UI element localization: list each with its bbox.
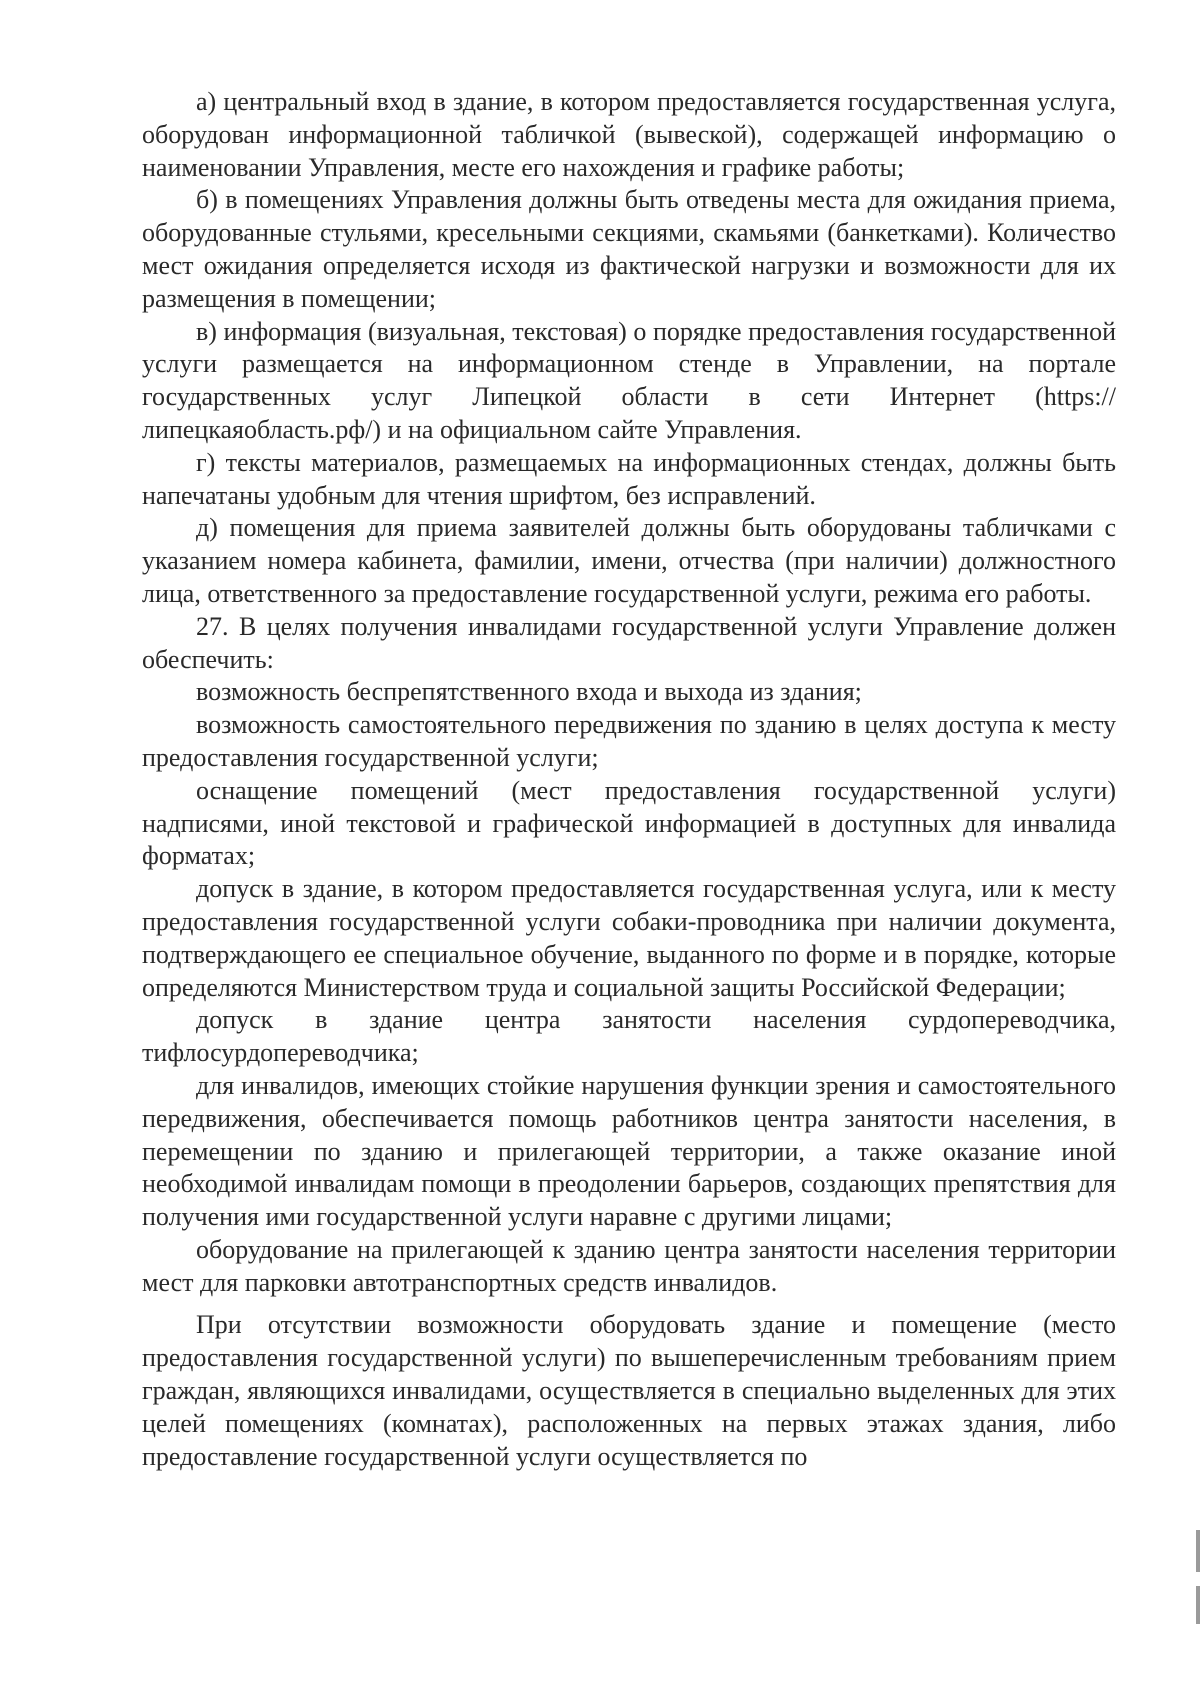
list-item-interpreter: допуск в здание центра занятости населения сурдопереводчика, тифлосурдопереводчика; [142,1005,1116,1068]
list-item-movement: возможность самостоятельного передвижения по зданию в целях доступа к месту предоставления государственной услуги; [142,710,1116,772]
list-item-guide-dog: допуск в здание, в котором предоставляется государственная услуга, или к месту предоставления государственной услуги собаки-проводника при наличии документа, подтверждающего ее специальное обучение, выданного по форме и в порядке, которые определяются Министерством труда и социальной защиты Российской Федерации; [142,874,1116,1002]
paragraph-b: б) в помещениях Управления должны быть отведены места для ожидания приема, оборудованные стульями, кресельными секциями, скамьями (банкетками). Количество мест ожидания определяется исходя из фактической нагрузки и возможности для их размещения в помещении; [142,185,1116,313]
list-item-parking: оборудование на прилегающей к зданию центра занятости населения территории мест для парковки автотранспортных средств инвалидов. [142,1234,1116,1297]
paragraph-g: г) тексты материалов, размещаемых на информационных стендах, должны быть напечатаны удобным для чтения шрифтом, без исправлений. [142,447,1116,510]
paragraph-27: 27. В целях получения инвалидами государственной услуги Управление должен обеспечить: [142,611,1116,674]
list-item-signage: оснащение помещений (мест предоставления государственной услуги) надписями, иной текстовой и графической информацией в доступных для инвалида форматах; [142,775,1116,871]
document-body [142,86,1116,1473]
scan-edge-mark [1196,1530,1200,1572]
paragraph-v: в) информация (визуальная, текстовая) о порядке предоставления государственной услуги размещается на информационном стенде в Управлении, на портале государственных услуг Липецкой области в сети Интернет (https://липецкаяобласть.рф/) и на официальном сайте Управления. [142,316,1116,444]
paragraph-alternative: При отсутствии возможности оборудовать здание и помещение (место предоставления государственной услуги) по вышеперечисленным требованиям прием граждан, являющихся инвалидами, осуществляется в специально выделенных для этих целей помещениях (комнатах), расположенных на первых этажах здания, либо предоставление государственной услуги осуществляется по [142,1310,1116,1471]
list-item-assistance: для инвалидов, имеющих стойкие нарушения функции зрения и самостоятельного передвижения, обеспечивается помощь работников центра занятости населения, в перемещении по зданию и прилегающей территории, а также оказание иной необходимой инвалидам помощи в преодолении барьеров, создающих препятствия для получения ими государственной услуги наравне с другими лицами; [142,1070,1116,1232]
list-item-entry-exit: возможность беспрепятственного входа и выхода из здания; [196,677,862,707]
paragraph-d: д) помещения для приема заявителей должны быть оборудованы табличками с указанием номера кабинета, фамилии, имени, отчества (при наличии) должностного лица, ответственного за предоставление государственной услуги, режима его работы. [142,513,1116,608]
scan-edge-mark [1196,1586,1200,1624]
paragraph-a: а) центральный вход в здание, в котором предоставляется государственная услуга, оборудован информационной табличкой (вывеской), содержащей информацию о наименовании Управления, месте его нахождения и графике работы; [142,87,1116,182]
